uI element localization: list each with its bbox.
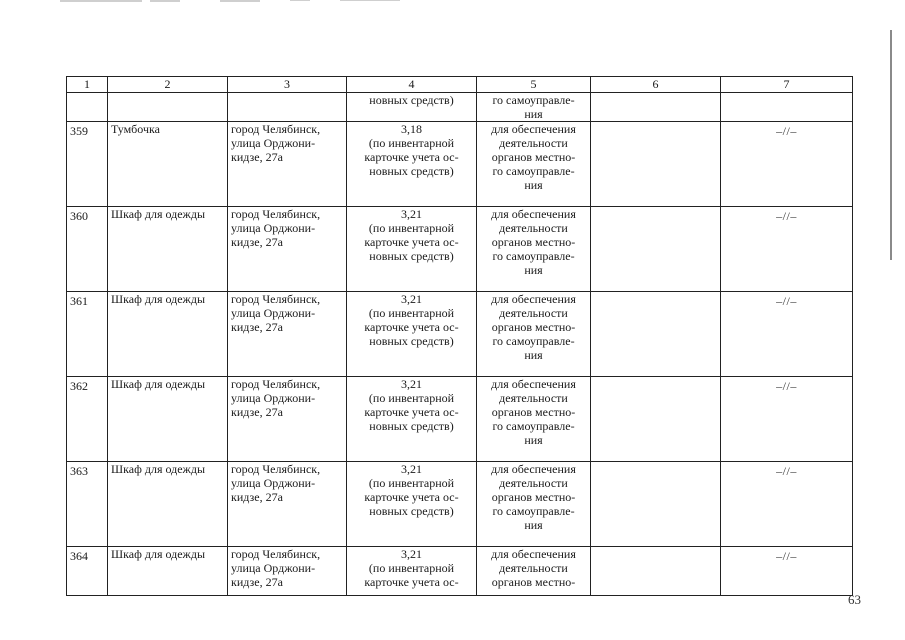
cell-text-line: ния (524, 263, 543, 277)
cell-text-line: деятельности (499, 561, 568, 575)
cell-text-line: го самоуправле- (492, 504, 575, 518)
cell-cost (347, 122, 477, 207)
cell-text-line: го самоуправле- (492, 419, 575, 433)
cell-address (228, 462, 347, 547)
cell-col6 (591, 377, 721, 462)
cell-text-line: кидзе, 27а (231, 320, 283, 334)
cell-text-line: улица Орджони- (231, 391, 316, 405)
cell-text-line: го самоуправле- (492, 93, 575, 107)
ditto-mark: –//– (776, 549, 797, 563)
cell-text-line: улица Орджони- (231, 221, 316, 235)
ditto-mark: –//– (776, 379, 797, 393)
column-header-6: 6 (591, 77, 721, 93)
cell-text-line: для обеспечения (491, 292, 576, 306)
ditto-mark: –//– (776, 294, 797, 308)
cell-text-line: город Челябинск, (231, 462, 321, 476)
scan-artifact (290, 0, 310, 1)
cell-note (721, 547, 853, 596)
cell-text-line: деятельности (499, 136, 568, 150)
cell-text-line: город Челябинск, (231, 547, 321, 561)
cell-col6 (591, 207, 721, 292)
cell-text-line: новных средств) (369, 419, 454, 433)
cell-text-line: органов местно- (491, 235, 576, 249)
cell-text-line: го самоуправле- (492, 164, 575, 178)
cell-text-line: город Челябинск, (231, 377, 321, 391)
cell-cost (347, 292, 477, 377)
cell-text-line: 3,21 (401, 547, 422, 561)
scan-artifact (220, 0, 260, 2)
cell-text-line: органов местно- (491, 150, 576, 164)
cell-address (228, 292, 347, 377)
cell-purpose (477, 93, 591, 122)
cell-text-line: карточке учета ос- (364, 320, 459, 334)
ditto-mark: –//– (776, 209, 797, 223)
cell-text-line: (по инвентарной (368, 306, 455, 320)
cell-cost (347, 462, 477, 547)
cell-text-line: карточке учета ос- (364, 150, 459, 164)
cell-text-line: деятельности (499, 476, 568, 490)
column-header-3: 3 (228, 77, 347, 93)
cell-num: 361 (67, 292, 108, 377)
cell-text-line: органов местно- (491, 575, 576, 589)
table-row (67, 292, 853, 377)
cell-num (67, 93, 108, 122)
cell-text-line: органов местно- (491, 405, 576, 419)
ditto-mark: –//– (776, 464, 797, 478)
cell-text-line: 3,21 (401, 377, 422, 391)
column-header-7: 7 (721, 77, 853, 93)
cell-num: 362 (67, 377, 108, 462)
cell-text-line: ния (524, 433, 543, 447)
cell-text-line: улица Орджони- (231, 306, 316, 320)
cell-text-line: для обеспечения (491, 207, 576, 221)
cell-text-line: новных средств) (369, 93, 454, 107)
cell-num: 363 (67, 462, 108, 547)
cell-address (228, 377, 347, 462)
cell-text-line: улица Орджони- (231, 561, 316, 575)
cell-num: 359 (67, 122, 108, 207)
cell-text-line: для обеспечения (491, 377, 576, 391)
cell-name: Тумбочка (108, 122, 228, 207)
scan-artifact (150, 0, 180, 2)
cell-name: Шкаф для одежды (108, 462, 228, 547)
table-row (67, 122, 853, 207)
cell-text-line: органов местно- (491, 490, 576, 504)
cell-text-line: кидзе, 27а (231, 490, 283, 504)
cell-text-line: город Челябинск, (231, 207, 321, 221)
table-body (67, 93, 853, 596)
cell-cost (347, 207, 477, 292)
cell-purpose (477, 122, 591, 207)
cell-note (721, 462, 853, 547)
cell-text-line: деятельности (499, 306, 568, 320)
ditto-mark: –//– (776, 124, 797, 138)
cell-text-line: ния (524, 348, 543, 362)
cell-name (108, 93, 228, 122)
cell-col6 (591, 292, 721, 377)
cell-address (228, 122, 347, 207)
cell-text-line: город Челябинск, (231, 122, 321, 136)
cell-purpose (477, 462, 591, 547)
column-header-1: 1 (67, 77, 108, 93)
cell-note (721, 292, 853, 377)
cell-text-line: карточке учета ос- (364, 490, 459, 504)
cell-address (228, 207, 347, 292)
table-row (67, 462, 853, 547)
cell-cost (347, 377, 477, 462)
cell-col6 (591, 462, 721, 547)
cell-col6 (591, 122, 721, 207)
cell-text-line: ния (524, 107, 543, 121)
table-header (67, 77, 853, 93)
cell-text-line: новных средств) (369, 164, 454, 178)
cell-text-line: кидзе, 27а (231, 575, 283, 589)
cell-address (228, 547, 347, 596)
cell-text-line: ния (524, 518, 543, 532)
cell-text-line: кидзе, 27а (231, 235, 283, 249)
scan-artifact (890, 30, 892, 260)
cell-cost (347, 547, 477, 596)
cell-address (228, 93, 347, 122)
cell-text-line: ния (524, 178, 543, 192)
continuation-row (67, 93, 853, 122)
cell-text-line: 3,21 (401, 462, 422, 476)
cell-text-line: город Челябинск, (231, 292, 321, 306)
cell-num: 364 (67, 547, 108, 596)
cell-text-line: (по инвентарной (368, 136, 455, 150)
cell-text-line: новных средств) (369, 504, 454, 518)
cell-text-line: улица Орджони- (231, 476, 316, 490)
cell-text-line: для обеспечения (491, 462, 576, 476)
cell-text-line: (по инвентарной (368, 476, 455, 490)
cell-text-line: го самоуправле- (492, 334, 575, 348)
cell-purpose (477, 292, 591, 377)
column-header-2: 2 (108, 77, 228, 93)
cell-text-line: карточке учета ос- (364, 235, 459, 249)
cell-text-line: для обеспечения (491, 122, 576, 136)
cell-text-line: деятельности (499, 221, 568, 235)
cell-name: Шкаф для одежды (108, 377, 228, 462)
cell-text-line: 3,21 (401, 292, 422, 306)
cell-text-line: кидзе, 27а (231, 150, 283, 164)
table-row (67, 377, 853, 462)
cell-text-line: новных средств) (369, 249, 454, 263)
cell-num: 360 (67, 207, 108, 292)
table-row (67, 207, 853, 292)
scan-artifact (340, 0, 400, 1)
cell-note (721, 93, 853, 122)
cell-purpose (477, 377, 591, 462)
page-number: 63 (848, 592, 861, 607)
cell-note (721, 122, 853, 207)
cell-note (721, 377, 853, 462)
cell-text-line: (по инвентарной (368, 221, 455, 235)
cell-text-line: новных средств) (369, 334, 454, 348)
cell-name: Шкаф для одежды (108, 547, 228, 596)
column-header-4: 4 (347, 77, 477, 93)
cell-text-line: улица Орджони- (231, 136, 316, 150)
cell-text-line: деятельности (499, 391, 568, 405)
cell-text-line: для обеспечения (491, 547, 576, 561)
cell-purpose (477, 207, 591, 292)
cell-note (721, 207, 853, 292)
cell-col6 (591, 547, 721, 596)
cell-text-line: карточке учета ос- (364, 405, 459, 419)
header-row (67, 77, 853, 93)
cell-text-line: кидзе, 27а (231, 405, 283, 419)
cell-col6 (591, 93, 721, 122)
scan-artifact (60, 0, 142, 2)
inventory-table (66, 76, 853, 596)
cell-name: Шкаф для одежды (108, 207, 228, 292)
cell-name: Шкаф для одежды (108, 292, 228, 377)
cell-text-line: карточке учета ос- (364, 575, 459, 589)
cell-text-line: го самоуправле- (492, 249, 575, 263)
cell-text-line: 3,18 (401, 122, 422, 136)
column-header-5: 5 (477, 77, 591, 93)
table-row (67, 547, 853, 596)
cell-text-line: 3,21 (401, 207, 422, 221)
cell-text-line: (по инвентарной (368, 561, 455, 575)
cell-cost (347, 93, 477, 122)
cell-purpose (477, 547, 591, 596)
cell-text-line: (по инвентарной (368, 391, 455, 405)
cell-text-line: органов местно- (491, 320, 576, 334)
